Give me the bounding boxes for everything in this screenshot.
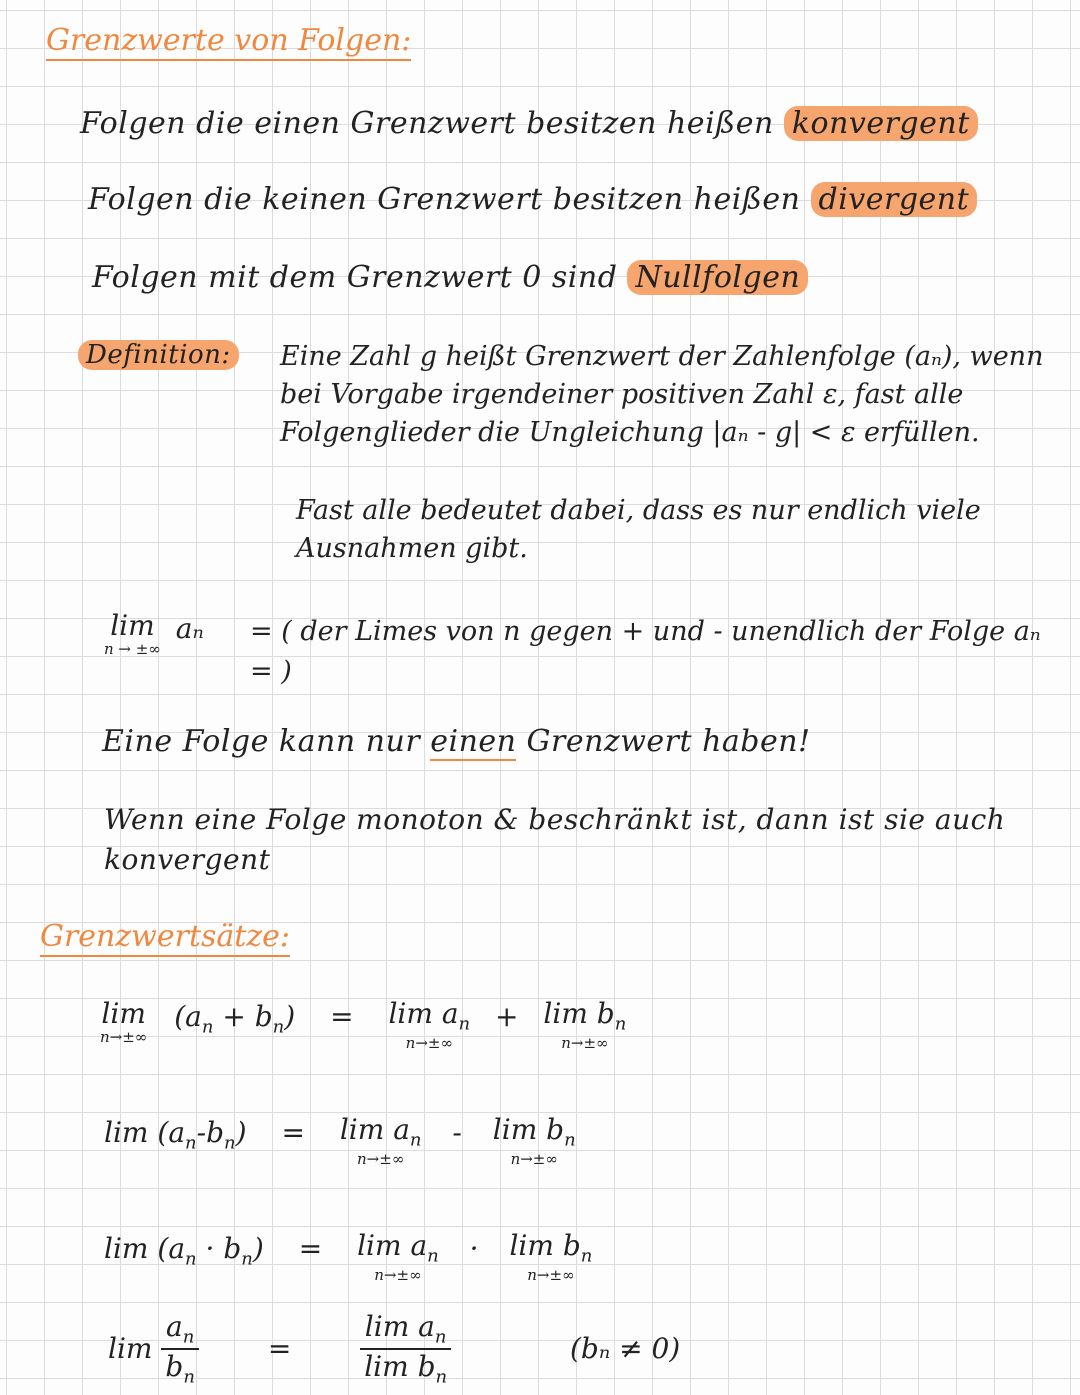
lim-expr: aₙ	[175, 612, 204, 645]
rule-prod-lim-b	[509, 1229, 593, 1284]
intro-text-2: Folgen die keinen Grenzwert besitzen heißen	[88, 182, 801, 217]
lim-word: lim	[110, 609, 155, 642]
n-index: n	[435, 1366, 448, 1388]
intro-text-1: Folgen die einen Grenzwert besitzen heißen	[80, 106, 774, 141]
a-symbol: a	[441, 997, 459, 1030]
statement1-underlined: einen	[430, 724, 517, 759]
n-index: n	[564, 1129, 576, 1151]
equals-sign: =	[281, 1116, 305, 1149]
lim-word: lim	[104, 1232, 149, 1265]
rule-product: $\lim (a_n \cdot b_n) = \lim a_n$ n→±∞ · $\lim b_n$ n→±∞	[104, 1229, 593, 1284]
b-symbol: b	[596, 997, 615, 1030]
n-index: n	[241, 1248, 253, 1270]
statement-one-grenzwert	[102, 724, 811, 759]
n-index: n	[427, 1245, 439, 1267]
rule-diff-lim-b	[492, 1113, 576, 1168]
intro-line-2	[88, 182, 977, 217]
lim-word: lim	[108, 1332, 153, 1366]
lim-sub: n→±∞	[100, 1028, 148, 1046]
b-symbol: b	[546, 1113, 565, 1146]
a-symbol: a	[165, 1310, 183, 1343]
lim-sub: n→±∞	[510, 1149, 558, 1168]
b-symbol: b	[417, 1349, 436, 1383]
b-symbol: b	[165, 1349, 184, 1383]
a-symbol: a	[185, 1000, 202, 1033]
equals-sign: =	[298, 1232, 323, 1265]
rule-sum-lim-a	[388, 997, 471, 1052]
n-index: n	[272, 1016, 285, 1038]
rule-sum-lim-b	[543, 997, 627, 1052]
intro-line-1	[80, 106, 978, 141]
lim-sub: n→±∞	[374, 1265, 422, 1284]
lim-sub: n→±∞	[405, 1033, 453, 1052]
heading-grenzwertsaetze: Grenzwertsätze:	[40, 920, 290, 957]
n-index: n	[614, 1013, 627, 1035]
term-konvergent: konvergent	[784, 106, 978, 141]
n-index: n	[409, 1129, 422, 1151]
n-index: n	[201, 1016, 214, 1038]
a-symbol: a	[168, 1232, 186, 1265]
limit-explanation: = ( der Limes von n gegen + und - unendlich der Folge aₙ = )	[250, 616, 1041, 687]
definition-note: Fast alle bedeutet dabei, dass es nur endlich viele Ausnahmen gibt.	[296, 495, 981, 564]
rule-sum-lim	[100, 997, 148, 1046]
minus-op: -	[452, 1116, 462, 1149]
lim-word: lim	[492, 1113, 538, 1146]
rule-sum: lim n→±∞ $(a_n + b_n) = \lim a_n$ n→±∞ + $\lim b_n$ n→±∞	[100, 997, 627, 1052]
rule-prod-lim-a	[357, 1229, 439, 1284]
statement-monoton: Wenn eine Folge monoton & beschränkt ist, dann ist sie auch konvergent	[104, 803, 1006, 876]
lim-word: lim	[509, 1229, 554, 1262]
lim-word: lim	[364, 1349, 409, 1383]
rule-quotient	[108, 1310, 680, 1387]
b-symbol: b	[562, 1229, 581, 1262]
minus-op: -	[196, 1116, 207, 1149]
lim-word: lim	[364, 1310, 410, 1343]
a-symbol: a	[418, 1310, 435, 1343]
n-index: n	[580, 1245, 593, 1267]
n-index: n	[224, 1132, 236, 1154]
quotient-right-fraction	[360, 1310, 451, 1387]
term-divergent: divergent	[811, 182, 978, 217]
a-symbol: a	[168, 1116, 186, 1149]
lim-sub: n→±∞	[357, 1149, 405, 1168]
lim-sub: n→±∞	[561, 1033, 609, 1052]
quotient-condition: (bₙ ≠ 0)	[570, 1332, 681, 1366]
quotient-left-fraction	[161, 1310, 199, 1387]
lim-word: lim	[339, 1113, 385, 1146]
b-symbol: b	[206, 1116, 225, 1149]
n-index: n	[434, 1326, 447, 1348]
limit-notation	[104, 609, 204, 658]
equals-sign: =	[267, 1332, 292, 1366]
statement1-after: Grenzwert haben!	[526, 724, 811, 759]
times-op: ·	[469, 1232, 479, 1265]
n-index: n	[185, 1248, 197, 1270]
lim-word: lim	[357, 1229, 402, 1262]
definition-label-wrap	[78, 340, 239, 370]
times-op: ·	[205, 1232, 215, 1265]
heading-grenzwerte: Grenzwerte von Folgen:	[46, 24, 411, 61]
n-index: n	[185, 1132, 197, 1154]
lim-word: lim	[388, 997, 433, 1030]
lim-block	[104, 609, 161, 658]
plus-op: +	[495, 1000, 519, 1033]
term-nullfolgen: Nullfolgen	[627, 260, 808, 295]
lim-word: lim	[543, 997, 588, 1030]
plus-op: +	[222, 1000, 246, 1033]
equals-sign: =	[330, 1000, 354, 1033]
n-index: n	[458, 1013, 471, 1035]
n-index: n	[183, 1366, 195, 1388]
a-symbol: a	[410, 1229, 428, 1262]
lim-sub: n → ±∞	[104, 640, 161, 658]
rule-diff-lim-a	[339, 1113, 422, 1168]
lim-sub: n→±∞	[527, 1265, 575, 1284]
a-symbol: a	[393, 1113, 410, 1146]
rule-difference: $\lim (a_n-b_n) = \lim a_n$ n→±∞ - $\lim b_n$ n→±∞	[104, 1113, 576, 1168]
n-index: n	[182, 1326, 195, 1348]
lim-word: lim	[104, 1116, 149, 1149]
lim-word: lim	[101, 997, 146, 1030]
definition-label: Definition:	[78, 340, 239, 370]
b-symbol: b	[254, 1000, 273, 1033]
intro-line-3	[92, 260, 808, 295]
b-symbol: b	[223, 1232, 242, 1265]
intro-text-3: Folgen mit dem Grenzwert 0 sind	[92, 260, 618, 295]
statement1-before: Eine Folge kann nur	[102, 724, 421, 759]
definition-text: Eine Zahl g heißt Grenzwert der Zahlenfolge (aₙ), wenn bei Vorgabe irgendeiner positiven Zahl ε, fast alle Folgenglieder die Ungleichung |aₙ - g| < ε erfüllen.	[280, 341, 1044, 448]
